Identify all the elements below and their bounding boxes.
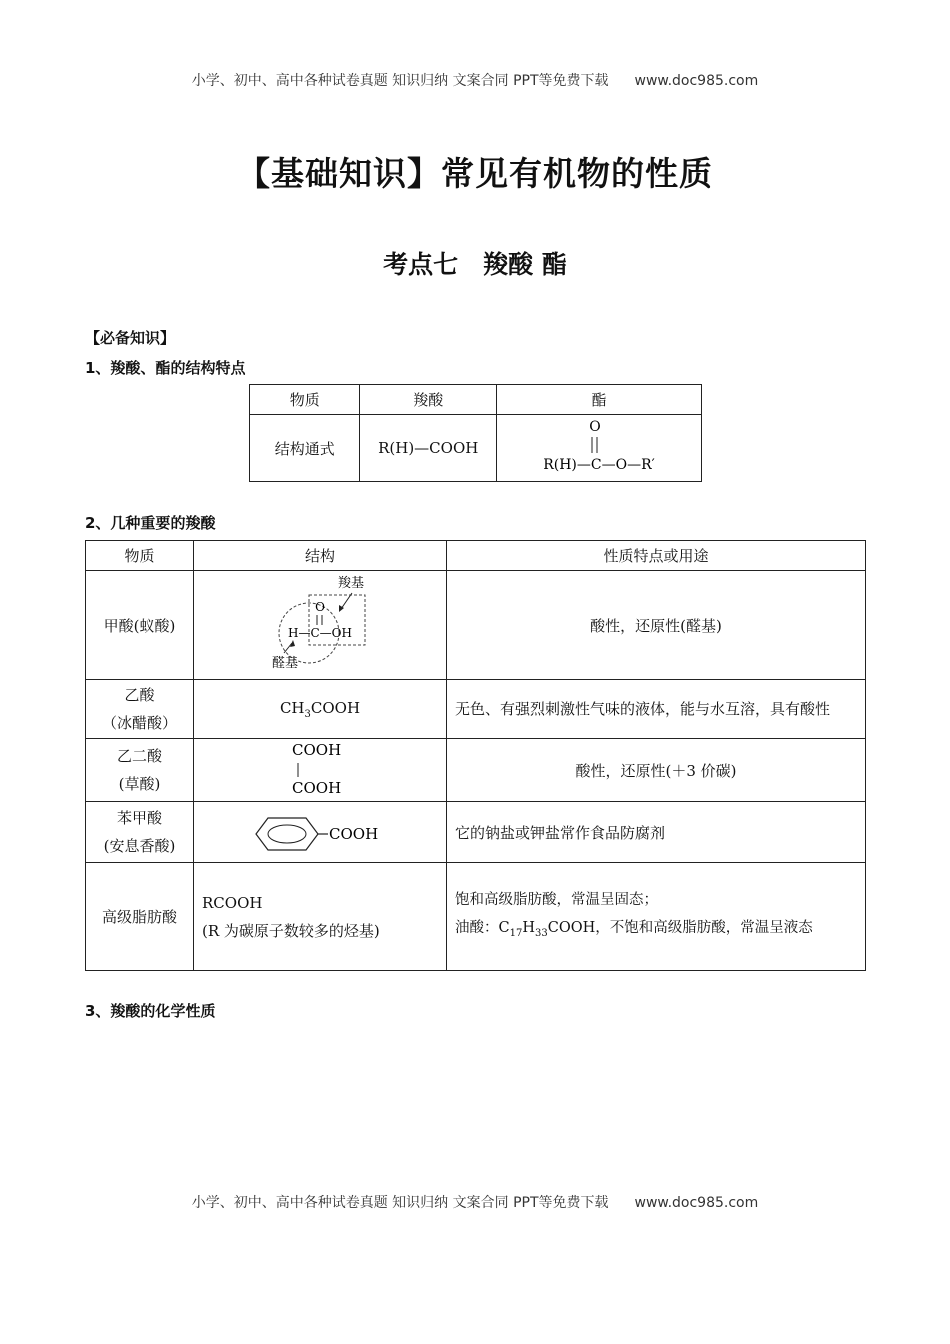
ester-o: O: [589, 419, 601, 435]
t2-header-property: 性质特点或用途: [447, 541, 866, 571]
acetic-acid-name: 乙酸 （冰醋酸）: [86, 680, 194, 739]
table-row: [86, 863, 866, 971]
table-row: [86, 739, 866, 802]
fatty-acid-property: 饱和高级脂肪酸，常温呈固态； 油酸：$C_{17}H_{33}COOH$，不饱和高级脂肪酸，常温呈液态: [447, 863, 866, 971]
section1-heading: 1、羧酸、酯的结构特点: [85, 359, 246, 377]
carboxylic-acids-table: [85, 540, 866, 971]
ester-structure: [497, 415, 701, 481]
acetic-acid-structure: $CH_3COOH$: [194, 680, 447, 739]
footer-url[interactable]: www.doc985.com: [634, 1195, 759, 1211]
benzoic-acid-structure: [194, 802, 447, 863]
page-title: 【基础知识】常见有机物的性质: [237, 154, 713, 193]
benzoic-group: COOH: [329, 825, 379, 843]
benzoic-acid-name: 苯甲酸 (安息香酸): [86, 802, 194, 863]
acid-general-formula: R(H)—COOH: [360, 415, 497, 482]
fatty-acid-structure: RCOOH (R 为碳原子数较多的烃基): [194, 863, 447, 971]
aldehyde-label: 醛基: [272, 656, 299, 671]
oxalic-bottom: COOH: [292, 779, 342, 797]
page-header: [0, 70, 950, 90]
t2-header-structure: 结构: [194, 541, 447, 571]
formic-acid-property: 酸性，还原性(醛基): [447, 571, 866, 680]
page-footer: [0, 1192, 950, 1212]
formic-acid-name: 甲酸(蚁酸): [86, 571, 194, 680]
benzene-ring-icon: [256, 818, 318, 850]
formic-acid-structure: [194, 571, 447, 680]
table-row: [86, 802, 866, 863]
fatty-acid-name: 高级脂肪酸: [86, 863, 194, 971]
benzoic-acid-property: 它的钠盐或钾盐常作食品防腐剂: [447, 802, 866, 863]
formic-o: O: [315, 600, 325, 614]
carboxyl-label: 羧基: [338, 576, 365, 591]
section3-heading: 3、羧酸的化学性质: [85, 1002, 216, 1020]
section2-heading: 2、几种重要的羧酸: [85, 514, 216, 532]
oxalic-top: COOH: [292, 741, 342, 759]
structure-table: [249, 384, 702, 482]
oxalic-acid-structure: [194, 739, 447, 802]
ester-general-formula: [497, 415, 702, 482]
table-row: [86, 571, 866, 680]
ester-chain: R(H)—C—O—R′: [543, 457, 655, 473]
page-subtitle: 考点七 羧酸 酯: [383, 250, 567, 279]
t1-row-label: 结构通式: [250, 415, 360, 482]
t1-header-substance: 物质: [250, 385, 360, 415]
table-row: [86, 680, 866, 739]
formic-chain: H—C—OH: [288, 626, 352, 640]
footer-text: 小学、初中、高中各种试卷真题 知识归纳 文案合同 PPT等免费下载: [191, 1195, 609, 1211]
oxalic-acid-property: 酸性，还原性(＋3 价碳): [447, 739, 866, 802]
section-label: 【必备知识】: [85, 329, 176, 347]
header-url[interactable]: www.doc985.com: [634, 73, 759, 89]
acetic-acid-property: 无色、有强烈刺激性气味的液体，能与水互溶，具有酸性: [447, 680, 866, 739]
t2-header-substance: 物质: [86, 541, 194, 571]
t1-header-ester: 酯: [497, 385, 702, 415]
header-text: 小学、初中、高中各种试卷真题 知识归纳 文案合同 PPT等免费下载: [191, 73, 609, 89]
oxalic-acid-name: 乙二酸 (草酸): [86, 739, 194, 802]
t1-header-acid: 羧酸: [360, 385, 497, 415]
